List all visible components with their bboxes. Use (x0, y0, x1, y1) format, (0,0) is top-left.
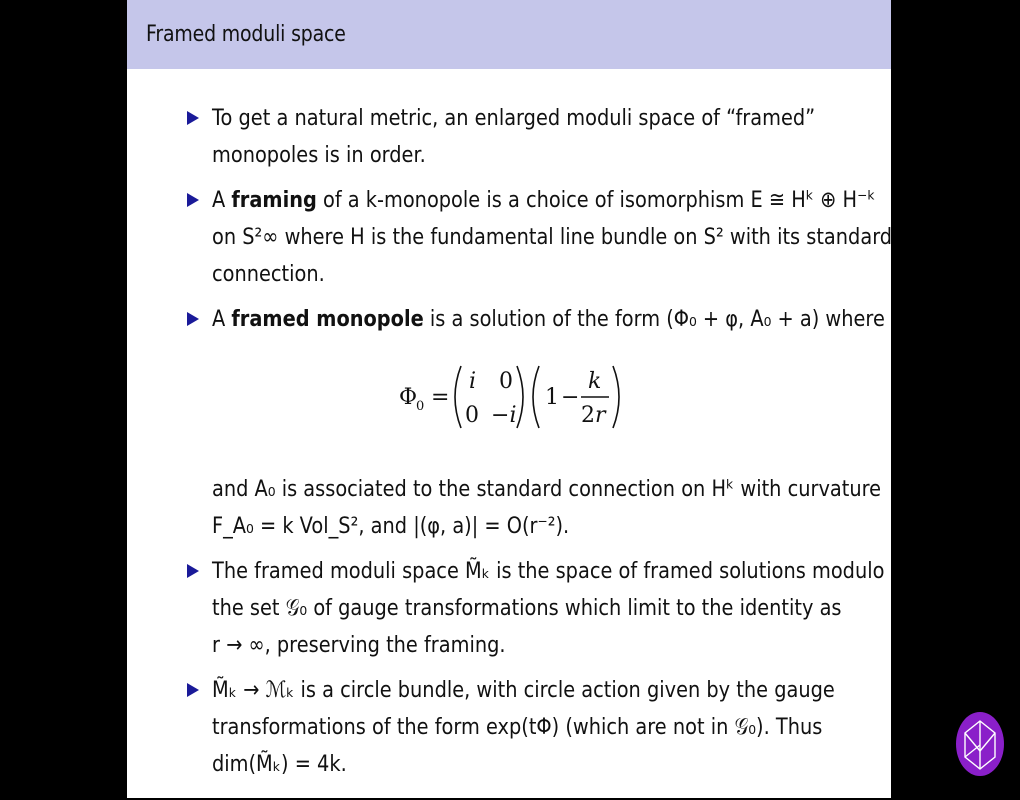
hexagon-cube-logo-icon (955, 711, 1005, 777)
svg-text:1: 1 (545, 385, 559, 410)
term-framing: framing (231, 187, 317, 213)
svg-text:−i: −i (491, 403, 517, 428)
slide-title: Framed moduli space (146, 22, 346, 47)
svg-text:=: = (431, 385, 450, 410)
bullet-item-2: A framing of a k-monopole is a choice of isomorphism E ≅ Hᵏ ⊕ H⁻ᵏ on S²∞ where H is the fundamental line bundle on S² with its standard connection. (187, 182, 847, 293)
bullet-triangle-icon (187, 683, 199, 697)
bullet-item-1: To get a natural metric, an enlarged moduli space of “framed” monopoles is in order. (187, 100, 847, 174)
svg-text:2r: 2r (581, 403, 606, 428)
term-framed-monopole: framed monopole (231, 306, 424, 332)
svg-text:Φ: Φ (399, 385, 418, 410)
bullet-item-5: M̃ₖ → ℳₖ is a circle bundle, with circle action given by the gauge transformations of the form exp(tΦ) (which are not in 𝒢₀). Thus dim(M̃ₖ) = 4k. (187, 672, 847, 783)
svg-text:k: k (588, 369, 602, 394)
bullet-triangle-icon (187, 312, 199, 326)
svg-text:−: − (561, 385, 580, 410)
bullet-item-3: A framed monopole is a solution of the form (Φ₀ + φ, A₀ + a) where (187, 301, 847, 338)
bullet-triangle-icon (187, 193, 199, 207)
slide (127, 0, 891, 798)
phi0-equation (399, 352, 699, 442)
slide-content (187, 100, 893, 791)
svg-text:0: 0 (416, 399, 425, 414)
slide-header (127, 0, 891, 69)
svg-text:0: 0 (499, 369, 513, 394)
svg-text:0: 0 (465, 403, 479, 428)
continuation-text: and A₀ is associated to the standard connection on Hᵏ with curvature F_A₀ = k Vol_S², and |(φ, a)| = O(r⁻²). (212, 476, 882, 539)
svg-text:i: i (469, 369, 477, 394)
bullet-triangle-icon (187, 564, 199, 578)
bullet-triangle-icon (187, 111, 199, 125)
bullet-item-4: The framed moduli space M̃ₖ is the space of framed solutions modulo the set 𝒢₀ of gauge transformations which limit to the identity as r → ∞, preserving the framing. (187, 553, 847, 664)
